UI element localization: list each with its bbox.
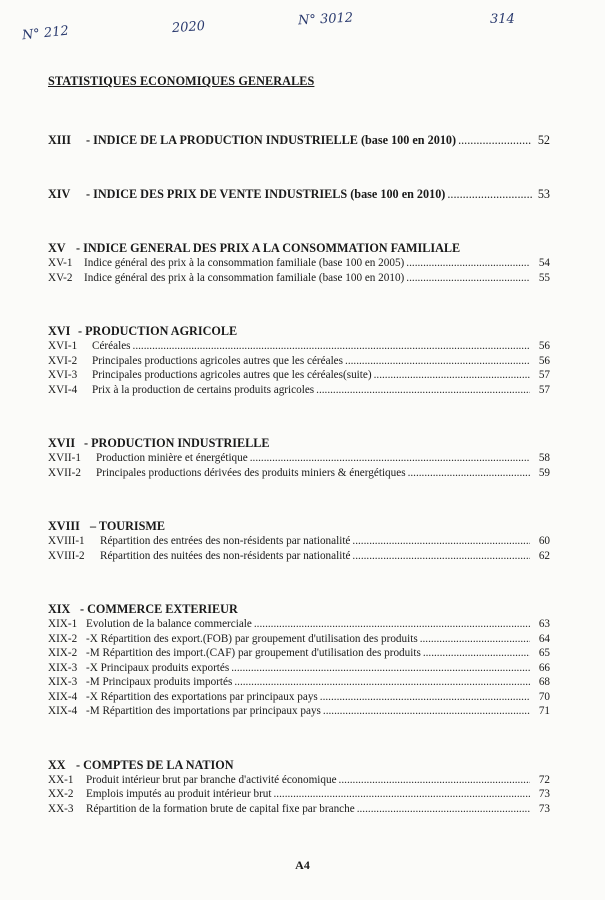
section-title xyxy=(48,602,550,618)
dot-leader xyxy=(447,187,532,202)
section-title xyxy=(48,241,550,257)
entry-code: XVIII-1 xyxy=(48,535,85,547)
toc-entry[interactable] xyxy=(48,788,550,803)
entry-code: XX-3 xyxy=(48,802,74,815)
dot-leader xyxy=(345,355,530,367)
entry-code: XVII-2 xyxy=(48,466,81,479)
dot-leader xyxy=(352,550,530,562)
entry-code: XIX-2 xyxy=(48,632,78,645)
entry-label: -M Répartition des import.(CAF) par groupement d'utilisation des produits xyxy=(86,647,421,659)
page-footer-number: A4 xyxy=(295,858,310,872)
page-number: 52 xyxy=(537,133,550,147)
entry-label: Céréales xyxy=(92,340,131,352)
entry-code: XIX-1 xyxy=(48,618,78,630)
entry-label: Principales productions agricoles autres que les céréales(suite) xyxy=(92,369,372,381)
page-number: 72 xyxy=(538,773,550,786)
entry-label: Indice général des prix à la consommation familiale (base 100 en 2010) xyxy=(84,271,405,284)
entry-label: Indice général des prix à la consommation familiale (base 100 en 2005) xyxy=(84,257,405,269)
toc-entry[interactable] xyxy=(48,467,550,482)
dot-leader xyxy=(458,133,532,148)
entry-code: XIX-3 xyxy=(48,661,78,674)
page-number: 55 xyxy=(538,271,550,284)
page-number: 57 xyxy=(538,369,550,381)
page-number: 57 xyxy=(538,383,550,396)
section-number: XVIII xyxy=(48,519,80,533)
section-xviii xyxy=(48,519,550,564)
toc-entry[interactable] xyxy=(48,535,550,550)
page-number: 53 xyxy=(537,187,550,201)
section-label: - INDICE DE LA PRODUCTION INDUSTRIELLE (base 100 en 2010) xyxy=(86,133,457,147)
entry-code: XVI-3 xyxy=(48,369,78,381)
entry-code: XX-2 xyxy=(48,788,74,800)
page-number: 59 xyxy=(538,466,550,479)
entry-code: XX-1 xyxy=(48,773,74,786)
entry-code: XV-1 xyxy=(48,257,73,269)
section-title xyxy=(48,324,550,340)
toc-entry[interactable] xyxy=(48,550,550,565)
handwritten-note: 2020 xyxy=(171,18,206,37)
section-number: XIX xyxy=(48,602,71,616)
dot-leader xyxy=(423,647,530,659)
toc-entry[interactable] xyxy=(48,384,550,399)
entry-label: Production minière et énergétique xyxy=(96,452,248,464)
page-number: 56 xyxy=(538,354,550,367)
section-title xyxy=(48,436,550,452)
entry-label: Prix à la production de certains produits agricoles xyxy=(92,383,315,396)
toc-entry[interactable] xyxy=(48,355,550,370)
toc-entry[interactable] xyxy=(48,257,550,272)
section-xiv xyxy=(48,187,550,203)
page-number: 70 xyxy=(538,690,550,703)
dot-leader xyxy=(408,467,530,479)
section-title[interactable] xyxy=(48,187,550,203)
entry-code: XVI-1 xyxy=(48,340,78,352)
dot-leader xyxy=(231,662,530,674)
table-of-contents xyxy=(48,74,550,817)
dot-leader xyxy=(352,535,530,547)
section-xv xyxy=(48,241,550,286)
page-title: STATISTIQUES ECONOMIQUES GENERALES xyxy=(48,74,315,88)
handwritten-note: N° 212 xyxy=(21,23,70,44)
page-number: 66 xyxy=(538,661,550,674)
toc-entry[interactable] xyxy=(48,662,550,677)
section-xiii xyxy=(48,133,550,149)
dot-leader xyxy=(133,340,530,352)
section-xx xyxy=(48,758,550,818)
entry-code: XV-2 xyxy=(48,271,73,284)
page-number: 71 xyxy=(538,705,550,717)
entry-code: XVI-4 xyxy=(48,383,78,396)
entry-label: Principales productions dérivées des produits miniers & énergétiques xyxy=(96,466,406,479)
section-number: XIV xyxy=(48,187,71,201)
page-number: 56 xyxy=(538,340,550,352)
entry-label: -X Répartition des export.(FOB) par groupement d'utilisation des produits xyxy=(86,632,418,645)
page-number: 60 xyxy=(538,535,550,547)
page-number: 64 xyxy=(538,632,550,645)
section-number: XX xyxy=(48,757,66,772)
entry-code: XIX-4 xyxy=(48,705,78,717)
section-xvii xyxy=(48,436,550,481)
entry-label: Répartition de la formation brute de capital fixe par branche xyxy=(86,802,355,815)
entry-label: -X Principaux produits exportés xyxy=(86,661,230,674)
entry-label: Principales productions agricoles autres que les céréales xyxy=(92,354,344,367)
toc-entry[interactable] xyxy=(48,774,550,789)
dot-leader xyxy=(250,452,530,464)
section-xix xyxy=(48,602,550,720)
section-title[interactable] xyxy=(48,133,550,149)
toc-entry[interactable] xyxy=(48,618,550,633)
entry-label: -M Principaux produits importés xyxy=(86,676,233,688)
dot-leader xyxy=(320,691,530,703)
dot-leader xyxy=(420,633,530,645)
toc-entry[interactable] xyxy=(48,369,550,384)
entry-code: XIX-3 xyxy=(48,676,78,688)
toc-entry[interactable] xyxy=(48,676,550,691)
handwritten-note: 314 xyxy=(490,12,515,27)
section-label: - COMMERCE EXTERIEUR xyxy=(80,602,238,616)
section-label: - COMPTES DE LA NATION xyxy=(76,757,234,772)
section-title xyxy=(48,758,550,774)
handwritten-annotations xyxy=(0,10,605,44)
section-number: XVII xyxy=(48,436,76,450)
section-label: - PRODUCTION AGRICOLE xyxy=(78,324,238,338)
section-title xyxy=(48,519,550,535)
dot-leader xyxy=(316,384,530,396)
section-number: XV xyxy=(48,241,66,255)
toc-entry[interactable] xyxy=(48,452,550,467)
section-number: XVI xyxy=(48,324,71,338)
section-xvi xyxy=(48,324,550,398)
dot-leader xyxy=(406,272,530,284)
section-label: – TOURISME xyxy=(90,519,166,533)
entry-label: Produit intérieur brut par branche d'activité économique xyxy=(86,773,337,786)
page-number: 73 xyxy=(538,788,550,800)
page-number: 54 xyxy=(538,257,550,269)
entry-code: XVII-1 xyxy=(48,452,81,464)
dot-leader xyxy=(274,788,531,800)
toc-entry[interactable] xyxy=(48,633,550,648)
page-number: 65 xyxy=(538,647,550,659)
entry-code: XIX-2 xyxy=(48,647,78,659)
section-label: - INDICE DES PRIX DE VENTE INDUSTRIELS (base 100 en 2010) xyxy=(86,187,446,201)
toc-entry[interactable] xyxy=(48,705,550,720)
toc-entry[interactable] xyxy=(48,647,550,662)
entry-label: -X Répartition des exportations par principaux pays xyxy=(86,690,318,703)
page-number: 63 xyxy=(538,618,550,630)
entry-code: XVIII-2 xyxy=(48,549,85,562)
section-label: - INDICE GENERAL DES PRIX A LA CONSOMMATION FAMILIALE xyxy=(76,241,461,255)
entry-label: Evolution de la balance commerciale xyxy=(86,618,252,630)
toc-entry[interactable] xyxy=(48,340,550,355)
entry-label: Emplois imputés au produit intérieur brut xyxy=(86,788,272,800)
entry-label: Répartition des nuitées des non-résidents par nationalité xyxy=(100,549,351,562)
dot-leader xyxy=(357,803,530,815)
page-number: 62 xyxy=(538,549,550,562)
entry-label: Répartition des entrées des non-résidents par nationalité xyxy=(100,535,351,547)
entry-label: -M Répartition des importations par principaux pays xyxy=(86,705,321,717)
toc-entry[interactable] xyxy=(48,272,550,287)
dot-leader xyxy=(406,257,530,269)
section-number: XIII xyxy=(48,133,72,147)
entry-code: XIX-4 xyxy=(48,690,78,703)
dot-leader xyxy=(234,676,530,688)
toc-entry[interactable] xyxy=(48,691,550,706)
entry-code: XVI-2 xyxy=(48,354,78,367)
handwritten-note: N° 3012 xyxy=(297,10,354,29)
section-label: - PRODUCTION INDUSTRIELLE xyxy=(84,436,270,450)
dot-leader xyxy=(254,618,530,630)
page-number: 73 xyxy=(538,802,550,815)
dot-leader xyxy=(374,369,530,381)
toc-entry[interactable] xyxy=(48,803,550,818)
dot-leader xyxy=(339,774,530,786)
dot-leader xyxy=(323,705,530,717)
page-number: 68 xyxy=(538,676,550,688)
page-number: 58 xyxy=(538,452,550,464)
